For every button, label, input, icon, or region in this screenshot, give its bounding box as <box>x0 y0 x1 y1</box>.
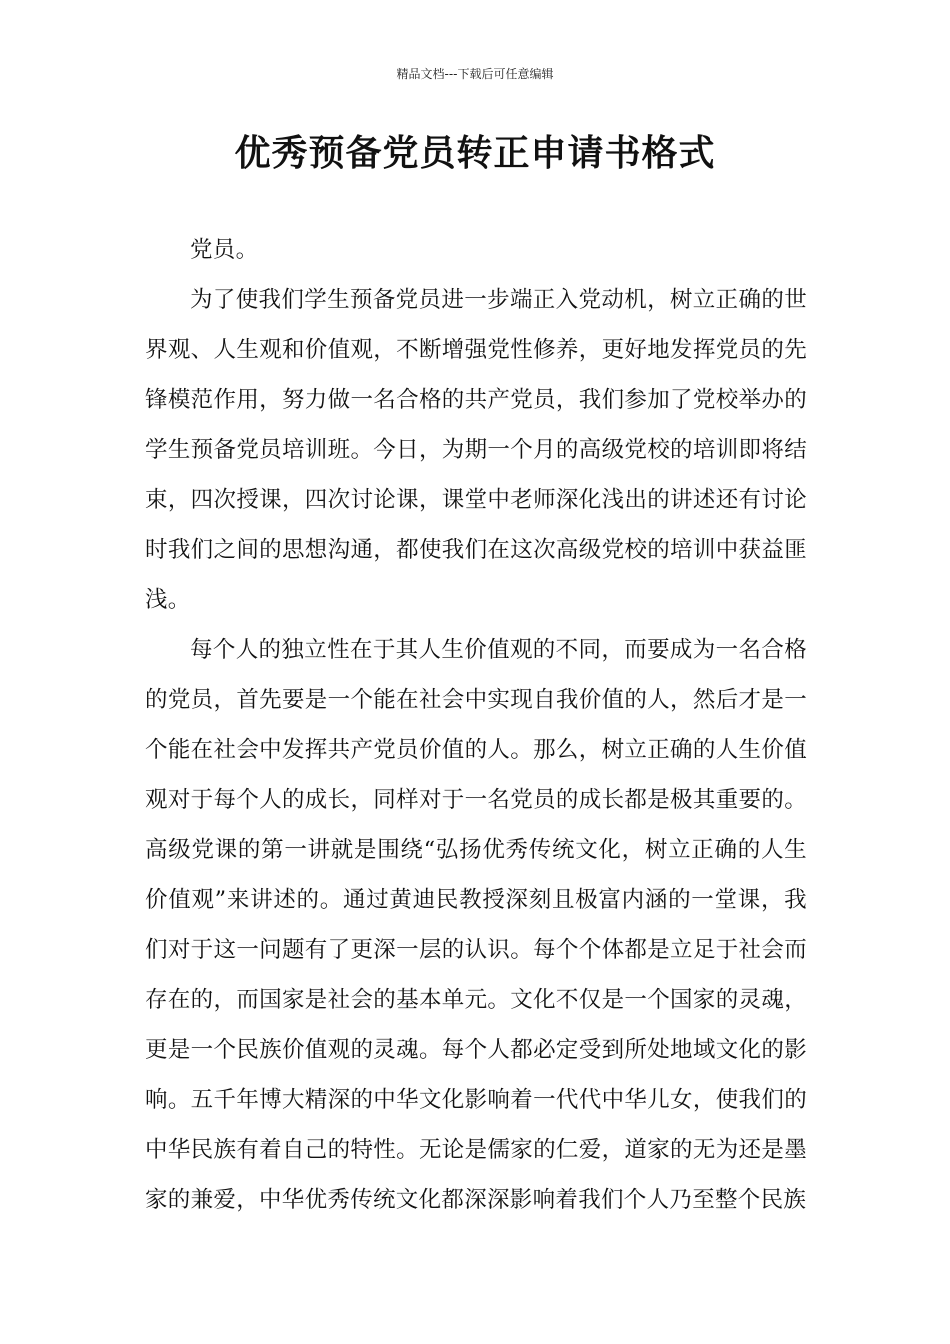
document-body <box>145 225 807 1225</box>
paragraph-salutation: 党员。 <box>190 237 259 263</box>
paragraph-1: 为了使我们学生预备党员进一步端正入党动机，树立正确的世界观、人生观和价值观，不断增强党性修养，更好地发挥党员的先锋模范作用，努力做一名合格的共产党员，我们参加了党校举办的学生预备党员培训班。今日，为期一个月的高级党校的培训即将结束，四次授课，四次讨论课，课堂中老师深化浅出的讲述还有讨论时我们之间的思想沟通，都使我们在这次高级党校的培训中获益匪浅。 <box>145 287 807 613</box>
header-note: 精品文档---下载后可任意编辑 <box>396 67 554 81</box>
paragraph-2: 每个人的独立性在于其人生价值观的不同，而要成为一名合格的党员，首先要是一个能在社会中实现自我价值的人，然后才是一个能在社会中发挥共产党员价值的人。那么，树立正确的人生价值观对于每个人的成长，同样对于一名党员的成长都是极其重要的。高级党课的第一讲就是围绕“弘扬优秀传统文化，树立正确的人生价值观”来讲述的。通过黄迪民教授深刻且极富内涵的一堂课，我们对于这一问题有了更深一层的认识。每个个体都是立足于社会而存在的，而国家是社会的基本单元。文化不仅是一个国家的灵魂，更是一个民族价值观的灵魂。每个人都必定受到所处地域文化的影响。五千年博大精深的中华文化影响着一代代中华儿女，使我们的中华民族有着自己的特性。无论是儒家的仁爱，道家的无为还是墨家的兼爱，中华优秀传统文化都深深影响着我们个人乃至整个民族 <box>145 637 807 1213</box>
document-title: 优秀预备党员转正申请书格式 <box>234 133 716 174</box>
